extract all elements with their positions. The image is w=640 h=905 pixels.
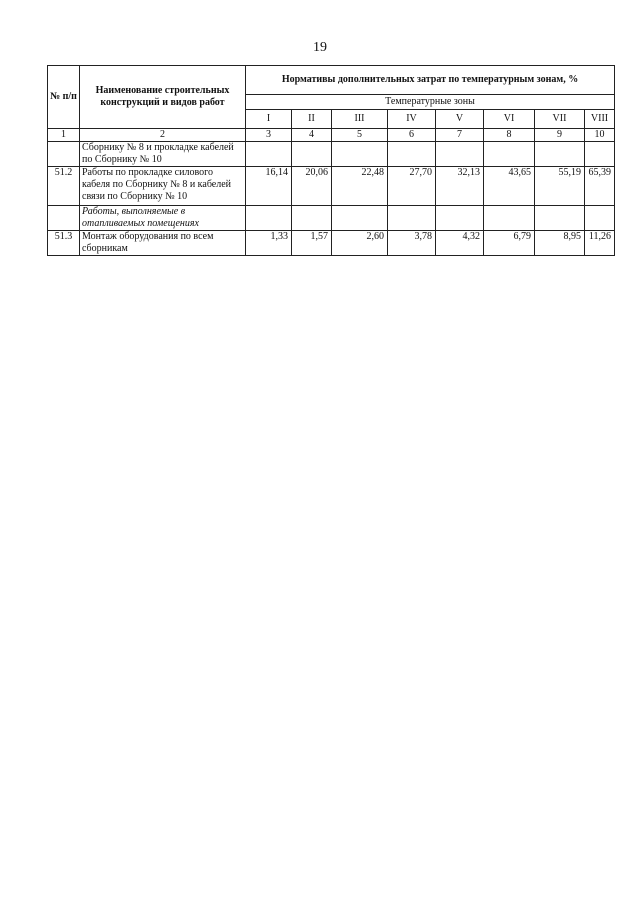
column-index: 1 [48,129,80,142]
row-value [292,206,332,231]
row-value: 3,78 [388,231,436,256]
row-value: 16,14 [246,167,292,206]
zone-header: I [246,110,292,129]
norms-table [47,65,615,256]
zone-header: VII [535,110,585,129]
table-header [48,66,615,142]
row-value: 32,13 [436,167,484,206]
row-value: 65,39 [585,167,615,206]
column-index: 10 [585,129,615,142]
row-value: 6,79 [484,231,535,256]
zone-header: V [436,110,484,129]
column-index: 4 [292,129,332,142]
row-value: 2,60 [332,231,388,256]
row-value: 27,70 [388,167,436,206]
row-value: 1,57 [292,231,332,256]
row-value [585,206,615,231]
header-num-col: № п/п [48,66,80,129]
row-num: 51.3 [48,231,80,256]
row-num [48,142,80,167]
row-value [436,206,484,231]
row-num [48,206,80,231]
table-row [48,206,615,231]
zone-header: III [332,110,388,129]
page-number: 19 [313,40,327,55]
table-row [48,142,615,167]
row-name: Сборнику № 8 и прокладке кабелей по Сборнику № 10 [80,142,246,167]
row-name: Работы, выполняемые в отапливаемых помещениях [80,206,246,231]
column-index: 9 [535,129,585,142]
column-index: 3 [246,129,292,142]
row-value: 55,19 [535,167,585,206]
row-value [436,142,484,167]
row-num: 51.2 [48,167,80,206]
header-name-col: Наименование строительных конструкций и видов работ [80,66,246,129]
header-zones-title: Температурные зоны [246,95,615,110]
row-value: 11,26 [585,231,615,256]
row-value [332,142,388,167]
row-value [484,142,535,167]
row-value [585,142,615,167]
zone-header: VIII [585,110,615,129]
row-value: 1,33 [246,231,292,256]
row-value [246,142,292,167]
row-value [388,142,436,167]
row-value [535,142,585,167]
table-row [48,231,615,256]
row-value [388,206,436,231]
header-norms-title: Нормативы дополнительных затрат по температурным зонам, % [246,66,615,95]
zone-header: VI [484,110,535,129]
row-value [246,206,292,231]
row-name: Монтаж оборудования по всем сборникам [80,231,246,256]
zone-header: IV [388,110,436,129]
row-value: 8,95 [535,231,585,256]
row-value [535,206,585,231]
row-value: 20,06 [292,167,332,206]
row-value [332,206,388,231]
column-index: 5 [332,129,388,142]
zone-header: II [292,110,332,129]
row-value: 4,32 [436,231,484,256]
row-name: Работы по прокладке силового кабеля по Сборнику № 8 и кабелей связи по Сборнику № 10 [80,167,246,206]
column-index: 8 [484,129,535,142]
column-index: 7 [436,129,484,142]
row-value: 22,48 [332,167,388,206]
row-value: 43,65 [484,167,535,206]
column-index: 6 [388,129,436,142]
row-value [292,142,332,167]
table-body [48,142,615,256]
column-index: 2 [80,129,246,142]
row-value [484,206,535,231]
table-row [48,167,615,206]
